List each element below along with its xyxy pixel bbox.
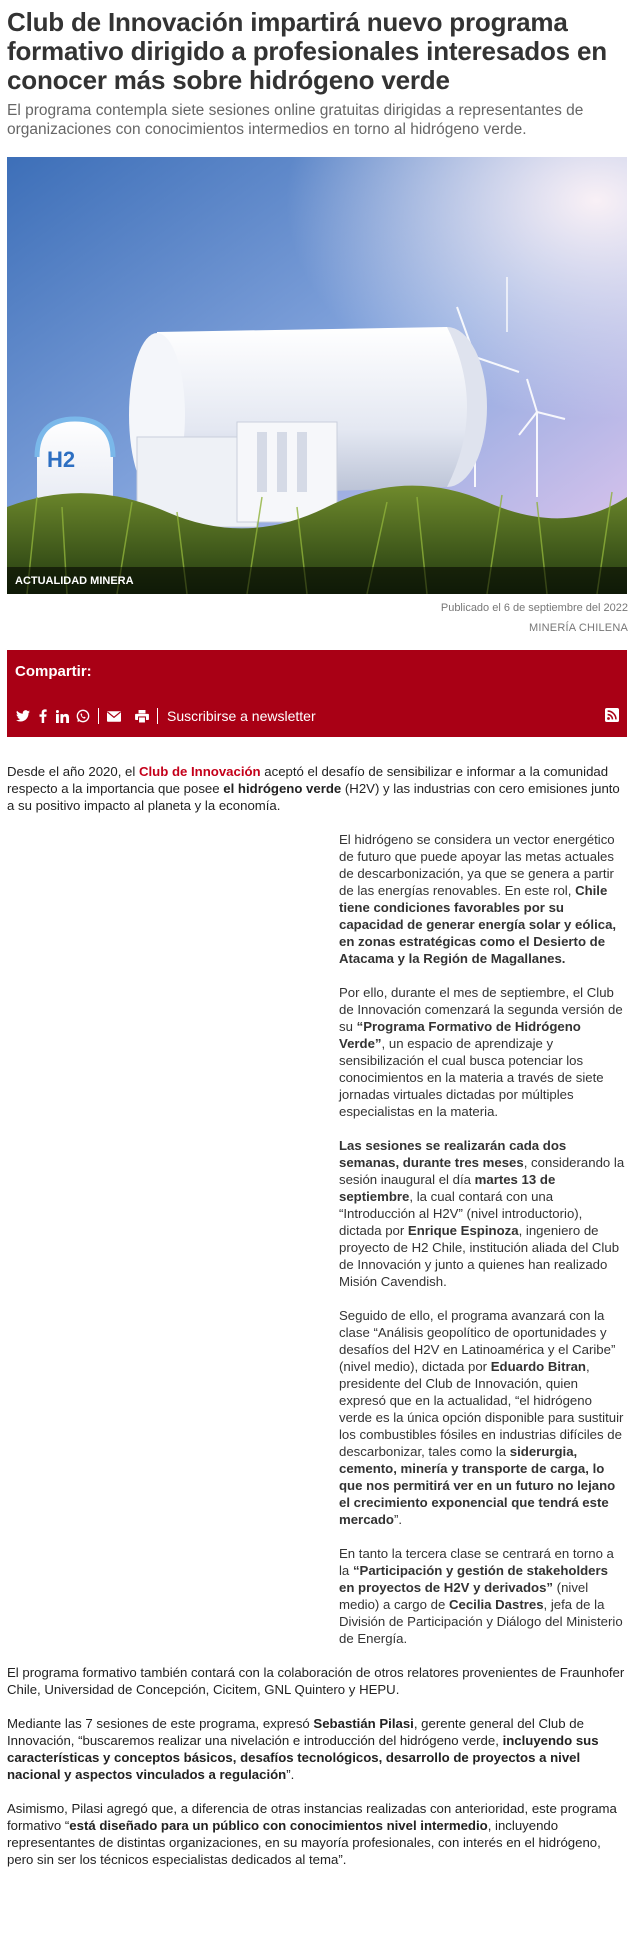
bold-text: “Programa Formativo de Hidrógeno Verde”	[339, 1019, 581, 1051]
hero-image	[7, 157, 627, 594]
text: (H2V) y las industrias con cero emisiones junto a su positivo impacto al planeta y la economía.	[7, 781, 620, 813]
paragraph	[7, 1800, 628, 1868]
paragraph	[7, 763, 628, 814]
text: ”.	[286, 1767, 295, 1782]
text: , incluyendo representantes de distintas organizaciones, en su mayoría profesionales, con interés en el hidrógeno, pero sin ser los técnicos especialistas dedicados al tema”.	[7, 1818, 601, 1867]
text: , la cual contará con una “Introducción al H2V” (nivel introductorio), dictada por	[339, 1189, 583, 1238]
article-column	[339, 831, 627, 1647]
share-bar	[15, 708, 619, 724]
bold-text: Cecilia Dastres	[448, 1597, 544, 1612]
bold-text: Las sesiones se realizarán cada dos semanas, durante tres meses	[339, 1138, 567, 1170]
text: Desde el año 2020, el	[7, 764, 139, 779]
paragraph	[339, 831, 627, 967]
text: , presidente del Club de Innovación, quien expresó que en la actualidad, “el hidrógeno verde es la única opción disponible para sustituir los combustibles fósiles en industrias difíciles de descarbonizar, tales como la	[339, 1359, 624, 1459]
publish-date: Publicado el 6 de septiembre del 2022	[440, 602, 628, 614]
bold-text: Chile tiene condiciones favorables por su capacidad de generar energía solar y eólica, en zonas estratégicas como el Desierto de Atacama y la Región de Magallanes.	[339, 883, 617, 966]
article-subtitle: El programa contempla siete sesiones online gratuitas dirigidas a representantes de organizaciones con conocimientos intermedios en torno al hidrógeno verde.	[7, 102, 584, 138]
h2-label: H2	[47, 447, 76, 472]
email-icon[interactable]	[106, 709, 121, 724]
text: Por ello, durante el mes de septiembre, el Club de Innovación comenzará la segunda versión de su	[339, 985, 623, 1034]
bold-text: Eduardo Bitran	[490, 1359, 586, 1374]
text: El hidrógeno se considera un vector energético de futuro que puede apoyar las metas actuales de descarbonización, ya que se genera a partir de las energías renovables. En este rol,	[339, 832, 615, 898]
linkedin-icon[interactable]	[55, 709, 70, 724]
paragraph	[339, 1137, 627, 1290]
text: , jefa de la División de Participación y Diálogo del Ministerio de Energía.	[339, 1597, 623, 1646]
share-title: Compartir:	[15, 663, 92, 680]
page-title: Club de Innovación impartirá nuevo programa formativo dirigido a profesionales interesados en conocer más sobre hidrógeno verde	[7, 7, 607, 95]
text: ”.	[393, 1512, 403, 1527]
image-caption: ACTUALIDAD MINERA	[7, 567, 627, 594]
bold-text: el hidrógeno verde	[223, 781, 342, 796]
facebook-icon[interactable]	[35, 709, 50, 724]
twitter-icon[interactable]	[15, 709, 30, 724]
bold-text: siderurgia, cemento, minería y transporte de carga, lo que nos permitirá ver en un futuro no lejano el crecimiento exponencial que tendrá este mercado	[339, 1444, 616, 1527]
paragraph	[339, 1307, 627, 1528]
bold-text: Enrique Espinoza	[407, 1223, 519, 1238]
share-divider	[98, 708, 99, 724]
print-icon[interactable]	[134, 709, 149, 724]
newsletter-link[interactable]: Suscribirse a newsletter	[167, 708, 316, 724]
article-source: MINERÍA CHILENA	[529, 622, 628, 634]
text: , gerente general del Club de Innovación, “buscaremos realizar una nivelación e introducción del hidrógeno verde,	[7, 1716, 584, 1748]
bold-text: “Participación y gestión de stakeholders en proyectos de H2V y derivados”	[339, 1563, 608, 1595]
text: Seguido de ello, el programa avanzará con la clase “Análisis geopolítico de oportunidades y desafíos del H2V en Latinoamérica y el Caribe” (nivel medio), dictada por	[339, 1308, 616, 1374]
text: , ingeniero de proyecto de H2 Chile, institución aliada del Club de Innovación y junto a quienes han realizado Misión Cavendish.	[339, 1223, 620, 1289]
paragraph	[7, 1715, 628, 1783]
bold-text: Sebastián Pilasi	[313, 1716, 414, 1731]
text: Asimismo, Pilasi agregó que, a diferencia de otras instancias realizadas con anterioridad, este programa formativo “	[7, 1801, 617, 1833]
text: , un espacio de aprendizaje y sensibilización el cual busca potenciar los conocimientos en la materia a través de siete jornadas virtuales dictadas por múltiples especialistas en la materia.	[339, 1036, 604, 1119]
share-divider	[157, 708, 158, 724]
hydrogen-tank-illustration	[7, 157, 627, 594]
text: Mediante las 7 sesiones de este programa, expresó	[7, 1716, 314, 1731]
paragraph	[339, 1545, 627, 1647]
text: , considerando la sesión inaugural el día	[339, 1155, 625, 1187]
article-body	[7, 763, 628, 1868]
text: En tanto la tercera clase se centrará en torno a la	[339, 1546, 614, 1578]
share-panel	[7, 650, 627, 737]
bold-text: incluyendo sus características y conceptos básicos, desafíos tecnológicos, desarrollo de proyectos a nivel nacional y aspectos vinculados a regulación	[7, 1733, 599, 1782]
paragraph: El programa formativo también contará con la colaboración de otros relatores provenientes de Fraunhofer Chile, Universidad de Concepción, Cicitem, GNL Quintero y HEPU.	[7, 1665, 625, 1697]
text: aceptó el desafío de sensibilizar e informar a la comunidad respecto a la importancia que posee	[7, 764, 609, 796]
paragraph	[339, 984, 627, 1120]
rss-icon[interactable]	[605, 708, 619, 727]
bold-text: martes 13 de septiembre	[339, 1172, 556, 1204]
whatsapp-icon[interactable]	[75, 709, 90, 724]
bold-text: está diseñado para un público con conocimientos nivel intermedio	[69, 1818, 488, 1833]
text: (nivel medio) a cargo de	[339, 1580, 589, 1612]
club-innovacion-link[interactable]: Club de Innovación	[138, 764, 261, 779]
